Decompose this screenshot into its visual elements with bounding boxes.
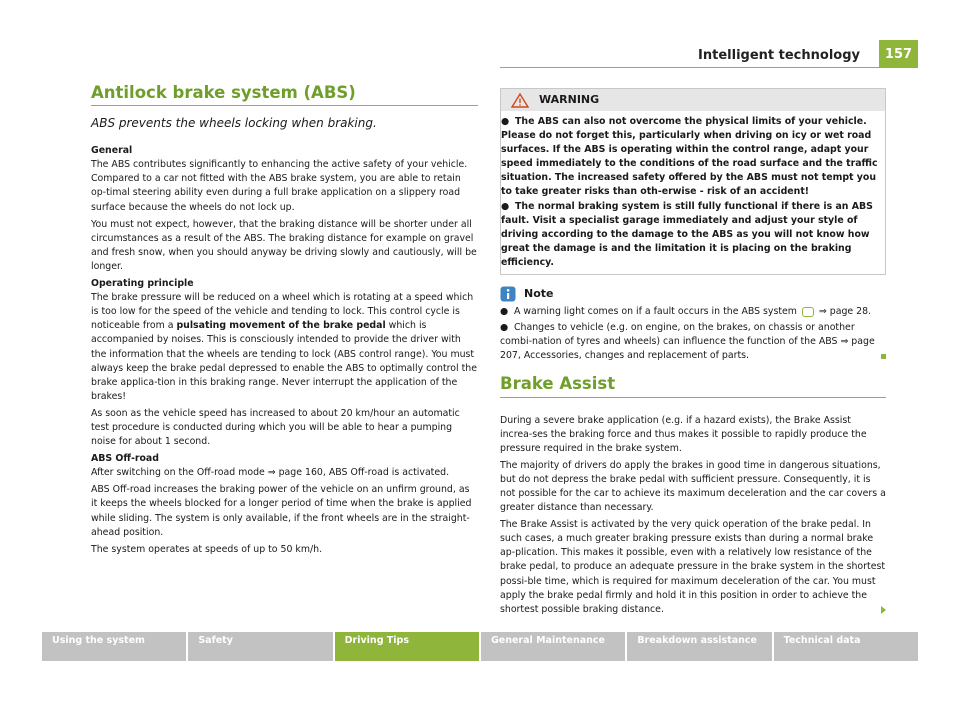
running-header-title: Intelligent technology [698,48,860,63]
section-subtitle: ABS prevents the wheels locking when braking. [91,116,377,131]
right-column [500,88,886,620]
paragraph: The system operates at speeds of up to 50 km/h. [91,543,323,555]
note-title: Note [524,286,554,300]
paragraph-text: The brake pressure will be reduced on a wheel which is rotating at a speed which is too low for the speed of the vehicle and tending to lock. This control cycle is noticeable from a [91,292,474,332]
note-header [500,285,886,303]
tab-breakdown-assistance[interactable]: Breakdown assistance [627,632,771,661]
chapter-tab-bar [42,632,918,661]
paragraph: You must not expect, however, that the braking distance will be shorter under all circumstances as a result of the ABS. The braking distance for example on gravel and fresh snow, when you should anyway be driving slowly and cautiously, will be longer. [91,218,477,272]
bullet-icon: ● [501,116,510,127]
tab-safety[interactable]: Safety [188,632,332,661]
warning-title: WARNING [539,92,600,106]
left-column [91,83,478,560]
warning-item: The ABS can also not overcome the physical limits of your vehicle. Please do not forget this, particularly when driving on icy or wet road surfaces. If the ABS is operating within the control range, adapt your speed immediately to the conditions of the road surface and the traffic situation. The increased safety offered by the ABS must not tempt you to take greater risks than oth-erwise - risk of an accident! [501,116,878,198]
tab-using-the-system[interactable]: Using the system [42,632,186,661]
brake-assist-section [500,374,886,616]
warning-triangle-icon [511,93,529,108]
section-end-marker [881,354,886,359]
note-body [500,305,886,363]
subheading-abs-offroad: ABS Off-road [91,453,159,465]
paragraph: The majority of drivers do apply the brakes in good time in dangerous situations, but do not depress the brake pedal with sufficient pressure. Consequently, it is not possible for the car to achieve its maximum deceleration and the car covers a greater distance than necessary. [500,459,886,514]
tab-technical-data[interactable]: Technical data [774,632,918,661]
warning-header [501,89,885,111]
warning-body [501,111,885,274]
section-title-brake-assist: Brake Assist [500,377,886,397]
bullet-icon: ● [500,306,509,318]
paragraph: The ABS contributes significantly to enhancing the active safety of your vehicle. Compared to a car not fitted with the ABS brake system, you are able to retain op-timal steering ability even during a full brake application on a slippery road surface because the wheels do not lock up. [91,159,468,213]
paragraph: The Brake Assist is activated by the very quick operation of the brake pedal. In such cases, a much greater braking pressure exists than during a normal brake ap-plication. This makes it possible, even with a relatively low resistance of the brake pedal, to produce an adequate pressure in the brake system in the shortest possi-ble time, which is required for maximum deceleration of the car. You must apply the brake pedal firmly and hold it in this position in order to achieve the shortest possible braking distance. [500,519,886,615]
tab-general-maintenance[interactable]: General Maintenance [481,632,625,661]
page-number-badge: 157 [879,40,918,68]
paragraph: During a severe brake application (e.g. if a hazard exists), the Brake Assist increa-ses the braking force and thus makes it possible to rapidly produce the pressure required in the brake system. [500,414,867,454]
paragraph: After switching on the Off-road mode ⇒ page 160, ABS Off-road is activated. [91,467,450,479]
paragraph-text: which is accompanied by noises. This is consciously intended to provide the driver with the information that the wheels are tending to lock (ABS control range). You must always keep the brake pedal depressed to enable the ABS to optimally control the brake applica-tion in this braking range. Never interrupt the application of the brakes! [91,320,478,402]
page-reference: ⇒ page 28. [818,306,872,318]
warning-item: The normal braking system is still fully functional if there is an ABS fault. Visit a specialist garage immediately and adjust your style of driving according to the damage to the ABS as you will not know how great the damage is and the limitation it is placing on the braking efficiency. [501,200,873,268]
subheading-operating-principle: Operating principle [91,278,194,290]
tab-driving-tips[interactable]: Driving Tips [335,632,479,661]
section-title-abs: Antilock brake system (ABS) [91,86,478,106]
emphasis-text: pulsating movement of the brake pedal [176,320,386,332]
paragraph: As soon as the vehicle speed has increased to about 20 km/hour an automatic test procedure is conducted during which you will be able to hear a pumping noise for about 1 second. [91,407,460,448]
bullet-icon: ● [501,200,510,212]
note-item-text: A warning light comes on if a fault occurs in the ABS system [514,306,797,318]
abs-warning-light-icon [802,307,814,317]
paragraph: ABS Off-road increases the braking power of the vehicle on an unfirm ground, as it keeps the wheels blocked for a longer period of time when the brake is applied while sliding. The system is only available, if the front wheels are in the straight-ahead position. [91,484,472,538]
info-icon [500,286,516,302]
header-rule [500,67,879,68]
note-item: Changes to vehicle (e.g. on engine, on the brakes, on chassis or another combi-nation of tyres and wheels) can influence the function of the ABS ⇒ page 207, Accessories, changes and replacement of parts. [500,322,875,362]
warning-box [500,88,886,275]
bullet-icon: ● [500,322,509,334]
subheading-general: General [91,145,133,157]
continue-arrow-icon [881,606,886,614]
